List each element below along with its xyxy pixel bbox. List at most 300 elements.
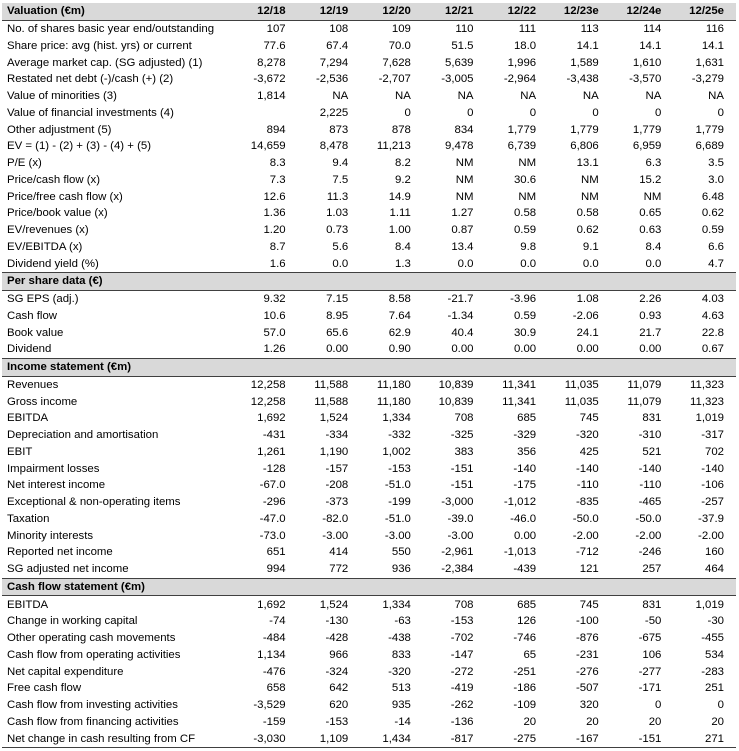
cell-value: 0.0: [645, 257, 662, 270]
table-row: [2, 138, 736, 155]
cell-value: 0.58: [513, 207, 537, 220]
cell-value: 126: [517, 615, 537, 628]
cell-value: 14.1: [701, 39, 724, 52]
financial-summary-table: [2, 3, 736, 748]
cell-value: 383: [454, 445, 474, 458]
row-label: P/E (x): [7, 157, 42, 170]
cell-value: 642: [329, 682, 349, 695]
cell-value: NA: [332, 90, 349, 103]
cell-value: 620: [329, 699, 349, 712]
cell-value: 11,213: [376, 140, 411, 153]
cell-value: 0: [717, 699, 724, 712]
table-row: [2, 714, 736, 731]
cell-value: 22.8: [701, 326, 724, 339]
cell-value: 708: [454, 412, 474, 425]
cell-value: 10,839: [438, 395, 474, 408]
cell-value: 464: [704, 563, 724, 576]
cell-value: 13.4: [451, 240, 474, 253]
cell-value: 534: [704, 648, 724, 661]
cell-value: -47.0: [259, 512, 286, 525]
cell-value: 1,019: [695, 412, 724, 425]
cell-value: -3.00: [384, 529, 411, 542]
cell-value: -46.0: [510, 512, 537, 525]
cell-value: 0.00: [451, 343, 474, 356]
cell-value: 8,278: [257, 56, 286, 69]
cell-value: 0.00: [639, 343, 662, 356]
cell-value: -21.7: [447, 293, 474, 306]
cell-value: -159: [262, 715, 286, 728]
table-row: [2, 393, 736, 410]
cell-value: -37.9: [698, 512, 724, 525]
cell-value: -2,536: [315, 73, 349, 86]
cell-value: 772: [329, 563, 349, 576]
cell-value: 0.90: [388, 343, 411, 356]
row-label: Dividend: [7, 343, 52, 356]
table-row: [2, 730, 736, 748]
cell-value: 14.1: [639, 39, 662, 52]
section-title: Income statement (€m): [7, 361, 132, 374]
cell-value: NM: [518, 190, 537, 203]
table-row: [2, 376, 736, 394]
section-header: [2, 273, 736, 290]
cell-value: -153: [388, 462, 411, 475]
cell-value: 40.4: [451, 326, 474, 339]
cell-value: 121: [579, 563, 599, 576]
cell-value: -1,013: [503, 546, 537, 559]
cell-value: 20: [711, 715, 724, 728]
cell-value: -2.00: [572, 529, 599, 542]
cell-value: -140: [701, 462, 724, 475]
cell-value: -140: [513, 462, 537, 475]
row-label: Depreciation and amortisation: [7, 429, 159, 442]
section-header: [2, 359, 736, 376]
cell-value: 356: [517, 445, 537, 458]
cell-value: NM: [518, 157, 537, 170]
row-label: Cash flow: [7, 309, 58, 322]
cell-value: -51.0: [384, 479, 411, 492]
cell-value: 251: [704, 682, 724, 695]
year-header: 12/24e: [626, 5, 662, 18]
cell-value: 4.7: [708, 257, 724, 270]
cell-value: -2.06: [572, 309, 599, 322]
cell-value: 11.3: [326, 190, 349, 203]
cell-value: 8.58: [388, 293, 411, 306]
table-row: [2, 105, 736, 122]
cell-value: -465: [638, 496, 662, 509]
cell-value: 116: [705, 23, 724, 36]
cell-value: -136: [450, 715, 474, 728]
row-label: Price/free cash flow (x): [7, 190, 123, 203]
cell-value: -63: [394, 615, 411, 628]
cell-value: -746: [513, 632, 537, 645]
cell-value: -74: [269, 615, 286, 628]
cell-value: 0.87: [451, 224, 474, 237]
cell-value: 1,109: [319, 732, 349, 745]
cell-value: 745: [579, 598, 599, 611]
cell-value: 6.3: [645, 157, 662, 170]
cell-value: 0.62: [576, 224, 599, 237]
table-row: [2, 511, 736, 528]
cell-value: 8,478: [319, 140, 349, 153]
cell-value: 11,323: [690, 395, 724, 408]
cell-value: 6.6: [708, 240, 724, 253]
cell-value: 1,610: [632, 56, 662, 69]
cell-value: 685: [517, 598, 537, 611]
cell-value: 2,225: [319, 106, 349, 119]
cell-value: 1,334: [382, 412, 411, 425]
cell-value: 7.3: [269, 173, 286, 186]
cell-value: -283: [701, 665, 724, 678]
cell-value: 1,134: [257, 648, 286, 661]
cell-value: 1,524: [319, 412, 349, 425]
cell-value: 708: [454, 598, 474, 611]
cell-value: 10,839: [438, 378, 474, 391]
cell-value: 109: [391, 23, 411, 36]
cell-value: 0.0: [520, 257, 537, 270]
cell-value: 878: [391, 123, 411, 136]
cell-value: 0.59: [513, 224, 537, 237]
table-row: [2, 613, 736, 630]
cell-value: -199: [388, 496, 411, 509]
row-label: EV/EBITDA (x): [7, 240, 83, 253]
row-label: EV/revenues (x): [7, 224, 89, 237]
table-row: [2, 630, 736, 647]
cell-value: 1,692: [257, 598, 286, 611]
cell-value: -277: [638, 665, 662, 678]
cell-value: 0: [467, 106, 474, 119]
cell-value: NA: [395, 90, 411, 103]
cell-value: 11,079: [627, 378, 662, 391]
cell-value: 6,806: [570, 140, 599, 153]
row-label: Minority interests: [7, 529, 94, 542]
cell-value: 0.62: [701, 207, 724, 220]
cell-value: -310: [638, 429, 662, 442]
cell-value: 0: [655, 106, 662, 119]
cell-value: 873: [329, 123, 349, 136]
table-row: [2, 239, 736, 256]
table-row: [2, 647, 736, 664]
cell-value: -257: [701, 496, 724, 509]
cell-value: 14,659: [250, 140, 286, 153]
cell-value: 11,588: [314, 395, 349, 408]
cell-value: -317: [701, 429, 724, 442]
cell-value: 2.26: [639, 293, 662, 306]
cell-value: -246: [638, 546, 662, 559]
cell-value: -296: [262, 496, 286, 509]
cell-value: 1,996: [507, 56, 537, 69]
cell-value: 685: [517, 412, 537, 425]
cell-value: -3.96: [510, 293, 537, 306]
cell-value: 935: [391, 699, 411, 712]
row-label: Other operating cash movements: [7, 632, 176, 645]
row-label: Average market cap. (SG adjusted) (1): [7, 56, 203, 69]
cell-value: -455: [701, 632, 724, 645]
row-label: Value of financial investments (4): [7, 106, 174, 119]
cell-value: 894: [266, 123, 286, 136]
cell-value: -151: [638, 732, 662, 745]
cell-value: 0.0: [582, 257, 599, 270]
cell-value: 1,019: [695, 598, 724, 611]
row-label: Exceptional & non-operating items: [7, 496, 181, 509]
section-title: Valuation (€m): [7, 5, 85, 18]
cell-value: -151: [450, 462, 474, 475]
cell-value: -231: [575, 648, 599, 661]
section-title: Cash flow statement (€m): [7, 580, 145, 593]
cell-value: 65.6: [326, 326, 349, 339]
cell-value: -14: [394, 715, 411, 728]
cell-value: 994: [266, 563, 286, 576]
cell-value: 11,035: [564, 395, 599, 408]
cell-value: -373: [325, 496, 349, 509]
cell-value: 521: [642, 445, 662, 458]
cell-value: -3,570: [629, 73, 662, 86]
cell-value: -151: [450, 479, 474, 492]
cell-value: 1.36: [263, 207, 286, 220]
cell-value: -3,000: [441, 496, 474, 509]
cell-value: 1.3: [395, 257, 411, 270]
row-label: Impairment losses: [7, 462, 100, 475]
cell-value: -73.0: [259, 529, 286, 542]
cell-value: 9,478: [444, 140, 474, 153]
row-label: SG EPS (adj.): [7, 293, 79, 306]
cell-value: -208: [325, 479, 349, 492]
cell-value: 0: [529, 106, 537, 119]
cell-value: -2,961: [441, 546, 474, 559]
cell-value: -186: [513, 682, 537, 695]
table-row: [2, 290, 736, 308]
cell-value: 0.00: [576, 343, 599, 356]
cell-value: 0.0: [332, 257, 349, 270]
cell-value: -835: [575, 496, 599, 509]
table-row: [2, 121, 736, 138]
year-header: 12/18: [257, 5, 286, 18]
cell-value: NA: [645, 90, 662, 103]
cell-value: 106: [642, 648, 662, 661]
cell-value: 160: [704, 546, 724, 559]
cell-value: NM: [643, 190, 662, 203]
cell-value: 0.65: [639, 207, 662, 220]
cell-value: -262: [450, 699, 474, 712]
cell-value: -325: [450, 429, 474, 442]
cell-value: 1,779: [507, 123, 537, 136]
row-label: Cash flow from operating activities: [7, 648, 181, 661]
cell-value: NA: [457, 90, 474, 103]
row-label: Value of minorities (3): [7, 90, 117, 103]
cell-value: 8.4: [395, 240, 411, 253]
row-label: SG adjusted net income: [7, 563, 129, 576]
cell-value: -3.00: [322, 529, 349, 542]
cell-value: 651: [266, 546, 286, 559]
cell-value: -438: [388, 632, 411, 645]
cell-value: 1,261: [257, 445, 286, 458]
cell-value: -67.0: [259, 479, 286, 492]
table-row: [2, 460, 736, 477]
row-label: EBITDA: [7, 412, 49, 425]
cell-value: -157: [325, 462, 349, 475]
cell-value: 7,294: [319, 56, 349, 69]
cell-value: 1,631: [695, 56, 724, 69]
cell-value: 702: [704, 445, 724, 458]
cell-value: 7.15: [326, 293, 349, 306]
cell-value: NA: [582, 90, 599, 103]
table-row: [2, 410, 736, 427]
year-header: 12/23e: [563, 5, 599, 18]
cell-value: -153: [325, 715, 349, 728]
cell-value: -876: [575, 632, 599, 645]
row-label: Book value: [7, 326, 64, 339]
cell-value: -140: [638, 462, 662, 475]
cell-value: 7,628: [382, 56, 411, 69]
cell-value: 425: [579, 445, 599, 458]
cell-value: 14.1: [576, 39, 599, 52]
table-row: [2, 54, 736, 71]
cell-value: 6,959: [632, 140, 662, 153]
cell-value: 21.7: [639, 326, 662, 339]
table-row: [2, 205, 736, 222]
cell-value: 550: [391, 546, 411, 559]
cell-value: -320: [575, 429, 599, 442]
cell-value: 8.3: [269, 157, 286, 170]
cell-value: -140: [575, 462, 599, 475]
cell-value: 1.26: [263, 343, 286, 356]
cell-value: 0.00: [513, 529, 537, 542]
cell-value: 9.1: [582, 240, 599, 253]
cell-value: -1.34: [447, 309, 474, 322]
row-label: Taxation: [7, 512, 50, 525]
cell-value: 11,341: [502, 395, 537, 408]
cell-value: 0.67: [701, 343, 724, 356]
cell-value: 113: [580, 23, 599, 36]
cell-value: 20: [523, 715, 537, 728]
cell-value: 77.6: [263, 39, 286, 52]
cell-value: 8.95: [326, 309, 349, 322]
cell-value: 0.00: [513, 343, 537, 356]
cell-value: 1,002: [382, 445, 411, 458]
table-row: [2, 527, 736, 544]
cell-value: 0: [404, 106, 411, 119]
cell-value: 513: [391, 682, 411, 695]
cell-value: 936: [391, 563, 411, 576]
cell-value: 745: [579, 412, 599, 425]
cell-value: -51.0: [384, 512, 411, 525]
row-label: Net change in cash resulting from CF: [7, 732, 196, 745]
row-label: EV = (1) - (2) + (3) - (4) + (5): [7, 140, 151, 153]
cell-value: 12,258: [250, 395, 286, 408]
cell-value: -3,030: [253, 732, 286, 745]
cell-value: 11,079: [627, 395, 662, 408]
cell-value: 67.4: [326, 39, 349, 52]
cell-value: -507: [575, 682, 599, 695]
cell-value: 1.11: [389, 207, 411, 220]
cell-value: 12,258: [250, 378, 286, 391]
cell-value: 11,588: [314, 378, 349, 391]
cell-value: 0: [717, 106, 724, 119]
row-label: Net interest income: [7, 479, 106, 492]
cell-value: -110: [576, 479, 599, 492]
cell-value: -817: [450, 732, 474, 745]
cell-value: -272: [450, 665, 474, 678]
cell-value: NA: [520, 90, 537, 103]
cell-value: 30.6: [513, 173, 537, 186]
cell-value: 1,779: [695, 123, 724, 136]
cell-value: 11,180: [376, 378, 411, 391]
cell-value: NM: [455, 157, 474, 170]
cell-value: -3.00: [447, 529, 474, 542]
cell-value: 1,190: [319, 445, 349, 458]
cell-value: 1.08: [576, 293, 599, 306]
cell-value: 12.6: [263, 190, 286, 203]
cell-value: 1.20: [263, 224, 286, 237]
cell-value: 1,779: [570, 123, 599, 136]
cell-value: 6.48: [701, 190, 724, 203]
year-header: 12/20: [382, 5, 411, 18]
cell-value: 7.64: [388, 309, 411, 322]
cell-value: -39.0: [447, 512, 474, 525]
cell-value: -324: [325, 665, 349, 678]
cell-value: 14.9: [388, 190, 411, 203]
table-row: [2, 222, 736, 239]
cell-value: -2.00: [635, 529, 662, 542]
cell-value: 1.00: [388, 224, 411, 237]
cell-value: 20: [586, 715, 599, 728]
section-header: [2, 579, 736, 596]
cell-value: NA: [708, 90, 724, 103]
cell-value: 111: [518, 23, 537, 36]
table-row: [2, 427, 736, 444]
cell-value: -167: [575, 732, 599, 745]
cell-value: -3,438: [566, 73, 599, 86]
cell-value: 3.5: [708, 157, 724, 170]
section-header: [2, 3, 736, 20]
cell-value: -110: [639, 479, 662, 492]
table-row: [2, 255, 736, 273]
cell-value: -419: [450, 682, 474, 695]
cell-value: 15.2: [639, 173, 662, 186]
cell-value: -3,529: [253, 699, 286, 712]
table-row: [2, 544, 736, 561]
cell-value: -175: [513, 479, 537, 492]
cell-value: 11,341: [502, 378, 537, 391]
cell-value: -428: [325, 632, 349, 645]
cell-value: -702: [450, 632, 474, 645]
year-header: 12/19: [319, 5, 349, 18]
cell-value: 0.59: [701, 224, 724, 237]
table-row: [2, 561, 736, 579]
cell-value: 1.03: [326, 207, 349, 220]
cell-value: 0: [655, 699, 662, 712]
cell-value: 108: [329, 23, 349, 36]
cell-value: 0: [592, 106, 599, 119]
cell-value: -275: [513, 732, 537, 745]
cell-value: 20: [648, 715, 662, 728]
cell-value: 5,639: [444, 56, 474, 69]
cell-value: 1.27: [451, 207, 474, 220]
cell-value: 831: [642, 598, 662, 611]
cell-value: 9.32: [263, 293, 286, 306]
cell-value: -147: [450, 648, 474, 661]
cell-value: -171: [638, 682, 662, 695]
row-label: EBITDA: [7, 598, 49, 611]
cell-value: -675: [638, 632, 662, 645]
row-label: Restated net debt (-)/cash (+) (2): [7, 73, 174, 86]
row-label: Price/book value (x): [7, 207, 108, 220]
cell-value: -50: [644, 615, 662, 628]
cell-value: 11,035: [564, 378, 599, 391]
cell-value: 1,434: [382, 732, 411, 745]
row-label: Dividend yield (%): [7, 257, 99, 270]
cell-value: 51.5: [451, 39, 474, 52]
cell-value: 834: [454, 123, 474, 136]
